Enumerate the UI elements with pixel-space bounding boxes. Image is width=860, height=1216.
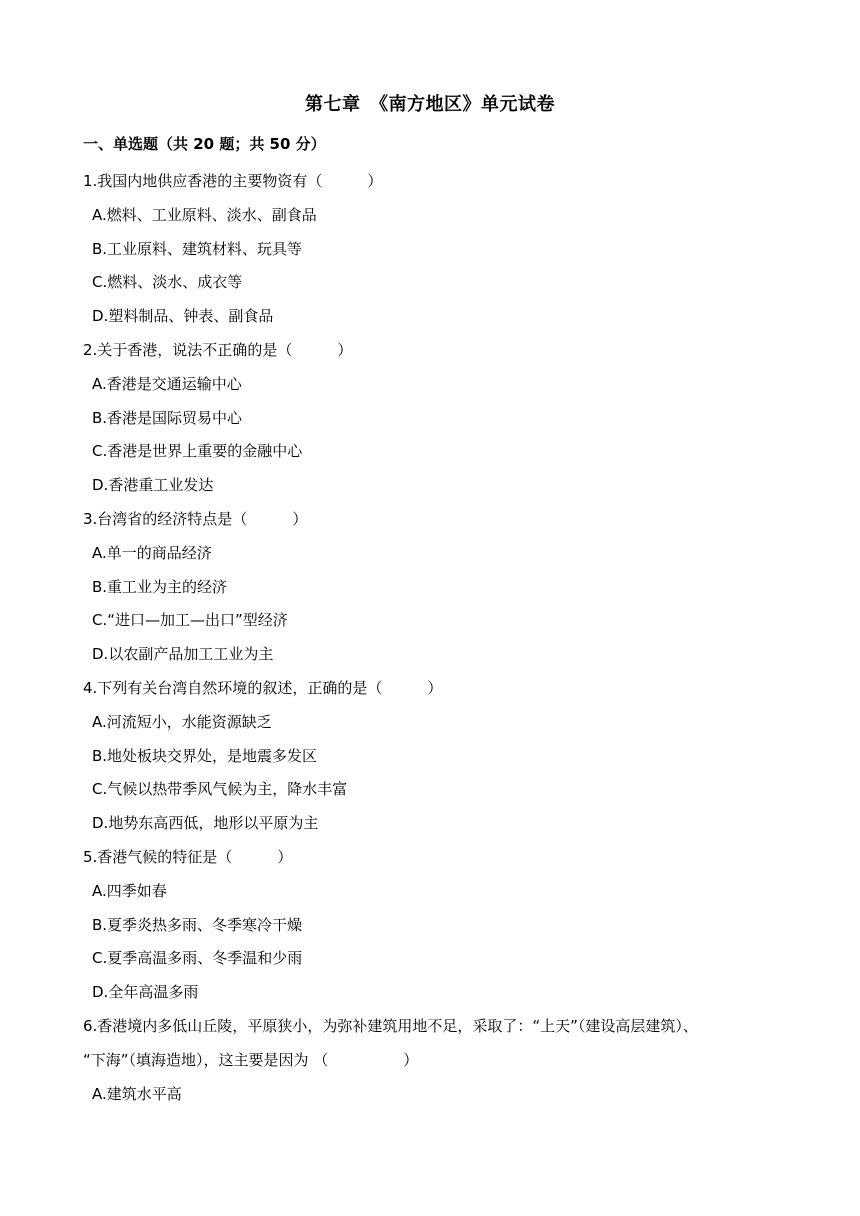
option-a: A.单一的商品经济 (92, 543, 212, 562)
question-list (83, 165, 793, 1111)
option-d: D.塑料制品、钟表、副食品 (92, 307, 274, 326)
option-a: A.燃料、工业原料、淡水、副食品 (92, 205, 317, 224)
question-stem: 4.下列有关台湾自然环境的叙述，正确的是（ ） (83, 678, 443, 697)
option-a: A.香港是交通运输中心 (92, 374, 242, 393)
option-b: B.地处板块交界处，是地震多发区 (92, 746, 318, 765)
option-b: B.夏季炎热多雨、冬季寒冷干燥 (92, 915, 303, 934)
option-d: D.以农副产品加工工业为主 (92, 645, 274, 664)
question-stem-continued: “下海”（填海造地），这主要是因为 （ ） (83, 1050, 419, 1069)
option-a: A.河流短小，水能资源缺乏 (92, 712, 272, 731)
question-stem: 1.我国内地供应香港的主要物资有（ ） (83, 172, 383, 190)
option-c: C.燃料、淡水、成衣等 (92, 273, 243, 292)
question-stem: 5.香港气候的特征是（ ） (83, 847, 293, 866)
option-b: B.重工业为主的经济 (92, 577, 228, 596)
section-heading: 一、单选题（共 20 题；共 50 分） (83, 135, 326, 153)
option-c: C.“进口—加工—出口”型经济 (92, 611, 288, 630)
option-b: B.工业原料、建筑材料、玩具等 (92, 239, 303, 258)
option-a: A.建筑水平高 (92, 1084, 182, 1103)
option-d: D.香港重工业发达 (92, 476, 214, 495)
option-b: B.香港是国际贸易中心 (92, 408, 243, 427)
option-d: D.全年高温多雨 (92, 983, 199, 1002)
option-c: C.夏季高温多雨、冬季温和少雨 (92, 949, 303, 968)
option-c: C.气候以热带季风气候为主，降水丰富 (92, 780, 348, 799)
option-c: C.香港是世界上重要的金融中心 (92, 442, 303, 461)
option-a: A.四季如春 (92, 881, 167, 900)
question-stem: 2.关于香港，说法不正确的是（ ） (83, 340, 353, 359)
page-title: 第七章 《南方地区》单元试卷 (305, 94, 555, 115)
question-stem: 3.台湾省的经济特点是（ ） (83, 509, 308, 528)
option-d: D.地势东高西低，地形以平原为主 (92, 814, 319, 833)
question-stem: 6.香港境内多低山丘陵，平原狭小，为弥补建筑用地不足，采取了：“上天”（建设高层建筑）、 (83, 1016, 698, 1035)
